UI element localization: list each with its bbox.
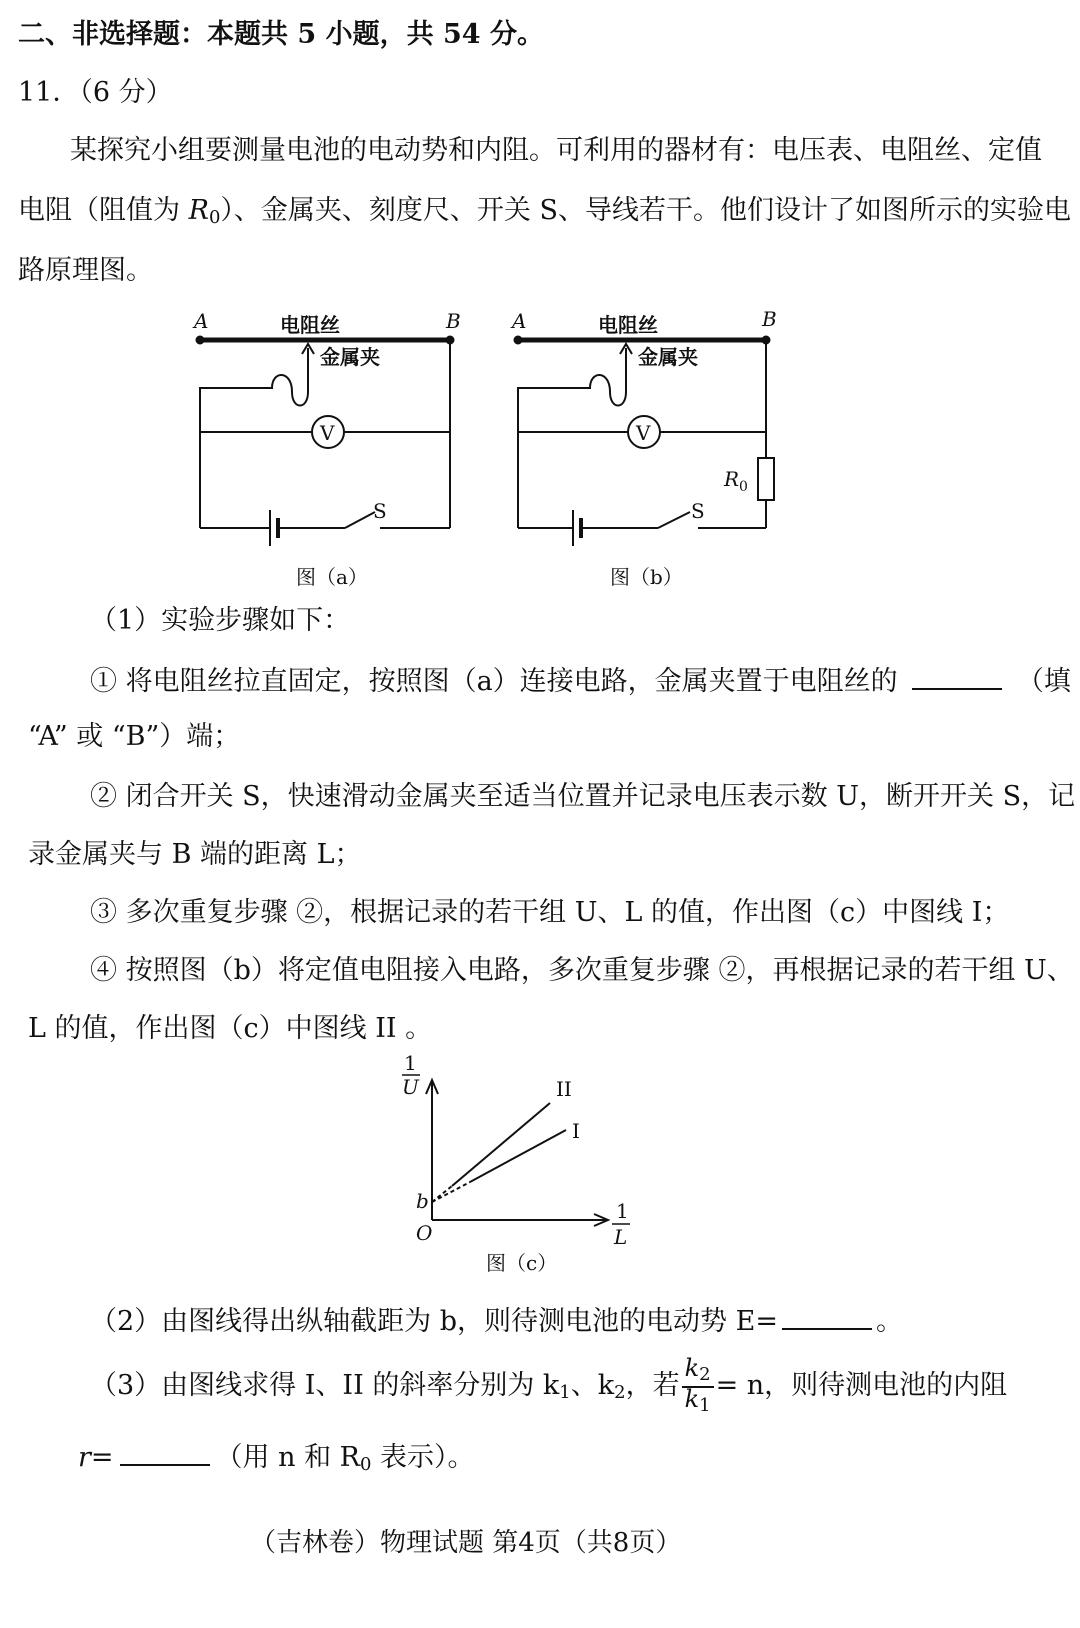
wire-label-b: 电阻丝 <box>598 313 658 337</box>
part2-line <box>90 1304 903 1337</box>
resistor-r0 <box>758 458 774 500</box>
circuit-figures <box>180 300 820 600</box>
answer-blank-2[interactable] <box>782 1304 872 1330</box>
x-axis-num: 1 <box>616 1199 629 1223</box>
part3-line2-b: （用 n 和 R <box>215 1442 360 1473</box>
k2-sub: 2 <box>614 1382 626 1403</box>
intro-line-2-a: 电阻（阻值为 <box>18 195 189 226</box>
label-a-A: A <box>194 309 209 333</box>
caption-a: 图（a） <box>296 565 368 589</box>
label-a-B: B <box>446 309 461 333</box>
answer-blank-1[interactable] <box>912 664 1002 690</box>
intercept-label: b <box>416 1189 429 1213</box>
question-number: 11．（6 分） <box>18 77 173 108</box>
line-I-dashed <box>432 1182 470 1202</box>
step2-b: 录金属夹与 B 端的距离 L； <box>28 839 362 870</box>
part1-title: （1）实验步骤如下： <box>90 605 351 636</box>
frac-den-sub: 1 <box>699 1394 711 1416</box>
switch-b <box>658 512 690 528</box>
intro-line-2-b: ）、金属夹、刻度尺、开关 S、导线若干。他们设计了如图所示的实验电 <box>220 195 1071 226</box>
section-header: 二、非选择题：本题共 5 小题，共 54 分。 <box>18 19 544 50</box>
part3-line2 <box>78 1440 475 1480</box>
part3-line2-c: 表示）。 <box>371 1442 475 1473</box>
intro-line-3: 路原理图。 <box>18 255 153 286</box>
step2-a: ② 闭合开关 S，快速滑动金属夹至适当位置并记录电压表示数 U，断开开关 S，记 <box>90 781 1076 812</box>
caption-c: 图（c） <box>486 1251 558 1275</box>
label-b-A: A <box>512 309 527 333</box>
resistor-sub-b: 0 <box>739 479 748 495</box>
switch-a <box>345 512 375 528</box>
step1-line <box>90 664 1071 697</box>
voltmeter-label-b: V <box>636 421 651 445</box>
wire-label-a: 电阻丝 <box>280 313 340 337</box>
caption-b: 图（b） <box>610 565 683 589</box>
part3-b: ，若 <box>625 1370 680 1401</box>
resistor-label-b: R <box>724 467 740 491</box>
r0-symbol: R <box>188 195 209 226</box>
clip-lead-a <box>200 375 308 528</box>
intro-line-2 <box>18 196 1071 233</box>
y-axis-num: 1 <box>404 1051 417 1075</box>
r0-subscript: 0 <box>208 207 221 228</box>
step4-a: ④ 按照图（b）将定值电阻接入电路，多次重复步骤 ②，再根据记录的若干组 U、 <box>90 955 1074 986</box>
line-I-label: I <box>572 1119 580 1143</box>
part3-sep: 、k <box>570 1370 615 1401</box>
part3-a: （3）由图线求得 I、II 的斜率分别为 k <box>90 1370 560 1401</box>
y-axis-den: U <box>402 1075 419 1099</box>
line-II-label: II <box>556 1077 572 1101</box>
page-footer: （吉林卷）物理试题 第4页（共8页） <box>250 1528 682 1558</box>
step3: ③ 多次重复步骤 ②，根据记录的若干组 U、L 的值，作出图（c）中图线 I； <box>90 897 1010 928</box>
frac-num-sub: 2 <box>699 1363 711 1385</box>
clip-label-b: 金属夹 <box>638 345 698 369</box>
step1-b: （填 <box>1016 666 1071 697</box>
switch-label-b: S <box>691 499 705 523</box>
step4-b: L 的值，作出图（c）中图线 II 。 <box>28 1013 433 1044</box>
k1-sub: 1 <box>559 1382 571 1403</box>
clip-label-a: 金属夹 <box>320 345 380 369</box>
line-I <box>470 1130 566 1182</box>
label-b-B: B <box>762 307 777 331</box>
part3-line <box>90 1353 1008 1416</box>
graph-c <box>380 1048 660 1288</box>
answer-blank-3[interactable] <box>120 1440 210 1466</box>
x-axis-den: L <box>614 1225 628 1249</box>
part3-line2-sub: 0 <box>360 1454 372 1475</box>
origin-label: O <box>416 1221 433 1245</box>
switch-label-a: S <box>373 499 387 523</box>
terminal-a-left <box>196 336 204 344</box>
part3-c: = n，则待测电池的内阻 <box>715 1370 1008 1401</box>
voltmeter-label-a: V <box>320 421 335 445</box>
part2-a: （2）由图线得出纵轴截距为 b，则待测电池的电动势 E= <box>90 1306 778 1337</box>
step1-c: “A” 或 “B”）端； <box>28 721 241 752</box>
step1-a: ① 将电阻丝拉直固定，按照图（a）连接电路，金属夹置于电阻丝的 <box>90 666 898 697</box>
frac-den: k <box>684 1384 700 1413</box>
part2-b: 。 <box>875 1306 903 1337</box>
part3-r: r= <box>78 1442 114 1473</box>
ratio-fraction <box>682 1353 714 1417</box>
line-II <box>452 1103 550 1186</box>
intro-line-1: 某探究小组要测量电池的电动势和内阻。可利用的器材有：电压表、电阻丝、定值 <box>70 135 1042 166</box>
frac-num: k <box>684 1353 700 1382</box>
